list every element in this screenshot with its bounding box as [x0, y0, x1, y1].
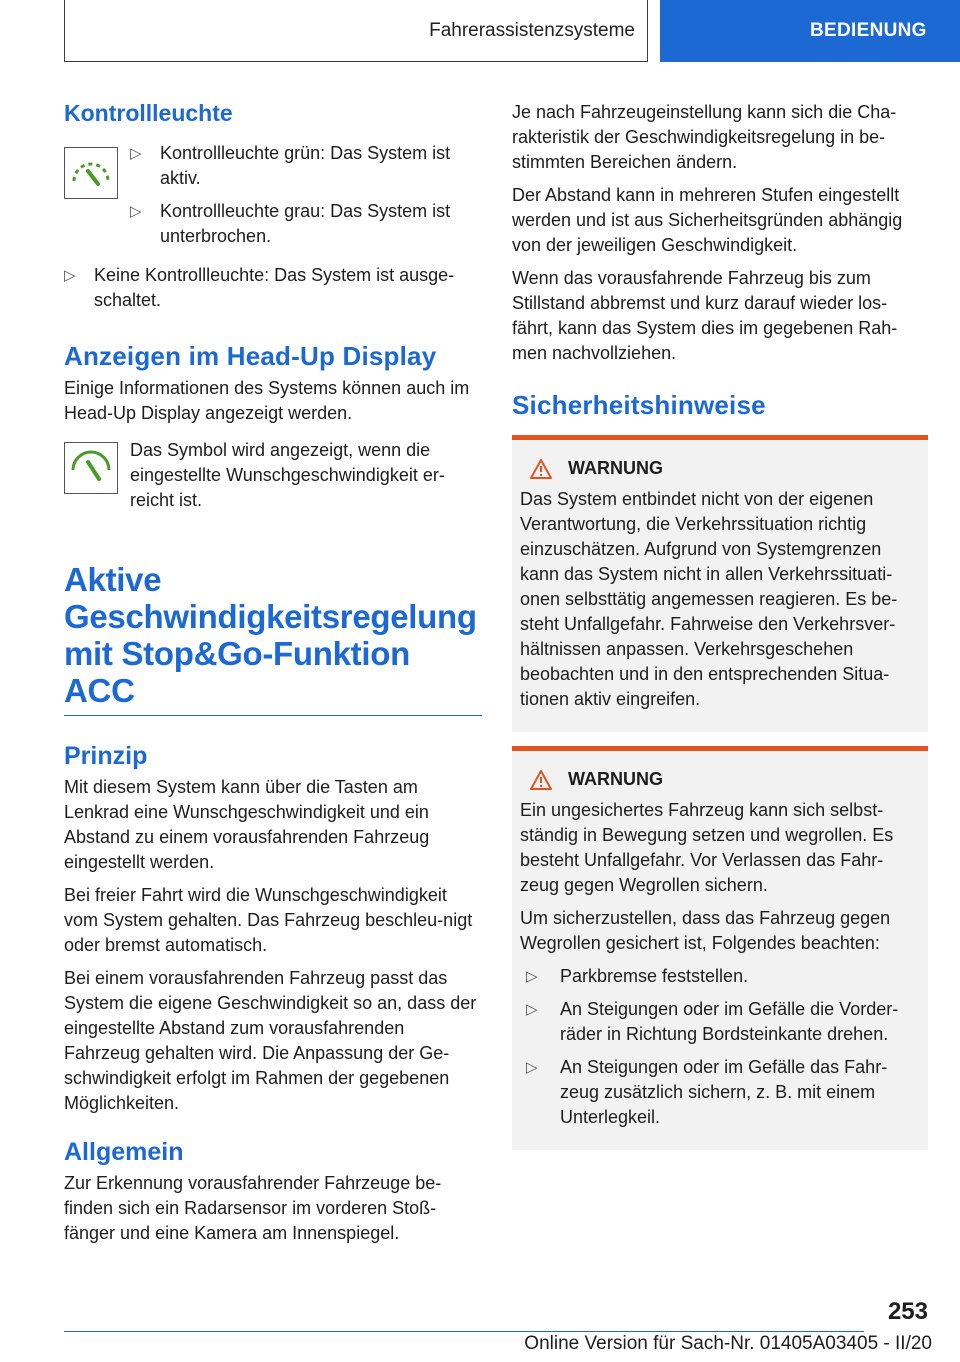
warning-title: WARNUNG — [520, 769, 920, 790]
hud-symbol-block — [64, 438, 482, 521]
warning-text: Ein ungesichertes Fahrzeug kann sich selbst-ständig in Bewegung setzen und wegrollen. Es besteht Unfallgefahr. Vor Verlassen das Fahr-zeug gegen Wegrollen sichern. — [520, 800, 894, 895]
header-section-box — [64, 0, 648, 62]
warning-box — [512, 746, 928, 1150]
hud-text: Einige Informationen des Systems können auch im Head-Up Display angezeigt werden. — [64, 378, 470, 423]
allgemein-heading: Allgemein — [64, 1138, 184, 1166]
left-column — [64, 100, 482, 1254]
warning-text: Um sicherzustellen, dass das Fahrzeug gegen Wegrollen gesichert ist, Folgendes beachten: — [520, 908, 891, 953]
kontroll-heading: Kontrollleuchte — [64, 100, 233, 126]
main-heading: Aktive Geschwindigkeitsregelung mit Stop&Go-Funktion ACC — [64, 561, 482, 716]
header-tab[interactable] — [660, 0, 960, 62]
page-number: 253 — [887, 1298, 928, 1325]
right-paragraph: Wenn das vorausfahrende Fahrzeug bis zum Stillstand abbremst und kurz darauf wieder los-fährt, kann das System dies im gegebenen Rah-men nachvollziehen. — [512, 268, 898, 363]
prinzip-paragraph: Bei einem vorausfahrenden Fahrzeug passt das System die eigene Geschwindigkeit so an, dass der eingestellte Abstand zum vorausfahrenden Fahrzeug gehalten wird. Die Anpassung der Ge-schwindigkeit erfolgt im Rahmen der gegebenen Möglichkeiten. — [64, 968, 477, 1113]
bullet-triangle-icon: ▷ — [526, 1059, 538, 1076]
list-item: ▷ Kontrollleuchte grau: Das System ist unterbrochen. — [130, 199, 482, 249]
bullet-triangle-icon: ▷ — [130, 145, 142, 162]
warning-text: Das System entbindet nicht von der eigenen Verantwortung, die Verkehrssituation richtig einzuschätzen. Aufgrund von Systemgrenzen kann das System nicht in allen Verkehrssituati-onen selbsttätig angemessen reagieren. Es be-steht Unfallgefahr. Fahrweise den Verkehrsver-hältnissen anpassen. Verkehrsgeschehen beobachten und in den entsprechenden Situa-tionen aktiv eingreifen. — [520, 489, 898, 709]
bullet-triangle-icon: ▷ — [64, 267, 76, 284]
allgemein-paragraph: Zur Erkennung vorausfahrender Fahrzeuge be-finden sich ein Radarsensor im vorderen Stoß-fänger und eine Kamera am Innenspiegel. — [64, 1173, 442, 1243]
header-section-title: Fahrerassistenzsysteme — [429, 19, 635, 41]
right-paragraph: Je nach Fahrzeugeinstellung kann sich die Cha-rakteristik der Geschwindigkeitsregelung in be-stimmten Bereichen ändern. — [512, 102, 897, 172]
hud-heading: Anzeigen im Head-Up Display — [64, 341, 437, 371]
prinzip-paragraph: Bei freier Fahrt wird die Wunschgeschwindigkeit vom System gehalten. Das Fahrzeug beschleu-nigt oder bremst automatisch. — [64, 885, 473, 955]
prinzip-heading: Prinzip — [64, 742, 148, 770]
list-item: ▷ Kontrollleuchte grün: Das System ist aktiv. — [130, 141, 482, 191]
hud-symbol-text: Das Symbol wird angezeigt, wenn die eingestellte Wunschgeschwindigkeit er-reicht ist. — [130, 440, 445, 510]
warning-triangle-icon — [530, 459, 552, 479]
kontroll-block — [64, 141, 482, 257]
hud-acc-icon — [64, 442, 118, 494]
prinzip-paragraph: Mit diesem System kann über die Tasten am Lenkrad eine Wunschgeschwindigkeit und ein Abstand zu einem vorausfahrenden Fahrzeug eingestellt werden. — [64, 777, 430, 872]
header-tab-label: BEDIENUNG — [810, 20, 927, 41]
warning-title: WARNUNG — [520, 458, 920, 479]
list-item: ▷ An Steigungen oder im Gefälle das Fahr-zeug zusätzlich sichern, z. B. mit einem Unterlegkeil. — [520, 1055, 920, 1130]
safety-heading: Sicherheitshinweise — [512, 390, 766, 420]
bullet-triangle-icon: ▷ — [526, 1001, 538, 1018]
right-column — [512, 100, 928, 1150]
warning-triangle-icon — [530, 770, 552, 790]
right-paragraph: Der Abstand kann in mehreren Stufen eingestellt werden und ist aus Sicherheitsgründen abhängig von der jeweiligen Geschwindigkeit. — [512, 185, 903, 255]
list-item: ▷ Keine Kontrollleuchte: Das System ist ausge-schaltet. — [64, 263, 482, 313]
list-item: ▷ An Steigungen oder im Gefälle die Vorder-räder in Richtung Bordsteinkante drehen. — [520, 997, 920, 1047]
acc-indicator-icon — [64, 147, 118, 199]
footer-divider — [64, 1331, 864, 1332]
footer-online-version: Online Version für Sach-Nr. 01405A03405 - II/20 — [524, 1333, 932, 1354]
warning-box — [512, 435, 928, 732]
bullet-triangle-icon: ▷ — [130, 203, 142, 220]
list-item: ▷ Parkbremse feststellen. — [520, 964, 920, 989]
bullet-triangle-icon: ▷ — [526, 968, 538, 985]
